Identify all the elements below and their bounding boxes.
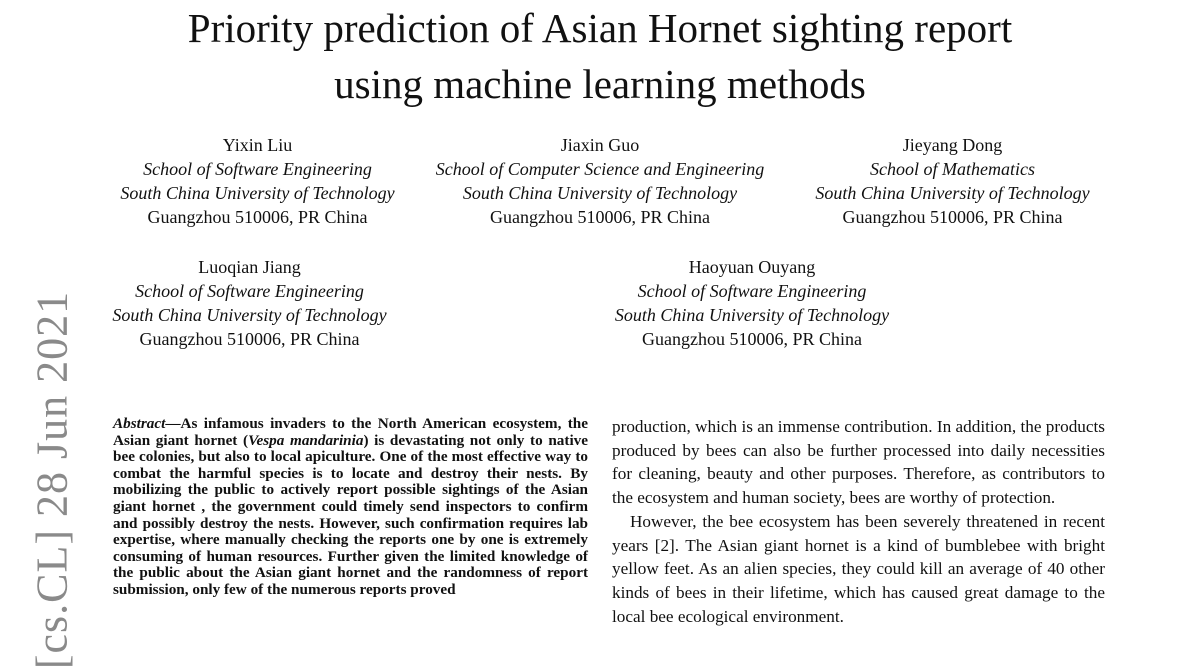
- arxiv-stamp: [cs.CL] 28 Jun 2021: [27, 290, 77, 669]
- author-block-5: [596, 255, 908, 351]
- abstract-text-1: —As infamous invaders to the North American ecosystem, the Asian giant hornet (: [113, 415, 588, 449]
- author-school: School of Software Engineering: [143, 159, 372, 179]
- paper-title-line-2: using machine learning methods: [334, 61, 866, 107]
- author-university: South China University of Technology: [112, 305, 387, 325]
- author-university: South China University of Technology: [120, 183, 395, 203]
- author-name: Yixin Liu: [222, 135, 293, 155]
- author-school: School of Software Engineering: [135, 281, 364, 301]
- paper-title: [0, 0, 1200, 112]
- author-school: School of Software Engineering: [637, 281, 867, 301]
- author-school: School of Mathematics: [870, 159, 1035, 179]
- author-name: Haoyuan Ouyang: [688, 257, 816, 277]
- body-paragraph-1: production, which is an immense contribution. In addition, the products produced by bees can also be further processed into daily necessities for cleaning, beauty and other purposes. Therefore, as contributors to the ecosystem and human society, bees are worthy of protection.: [612, 417, 1105, 508]
- author-school: School of Computer Science and Engineering: [435, 159, 765, 179]
- author-city: Guangzhou 510006, PR China: [842, 207, 1063, 227]
- author-university: South China University of Technology: [614, 305, 890, 325]
- author-block-1: [100, 133, 415, 229]
- abstract: [113, 416, 588, 599]
- body-paragraph-2: However, the bee ecosystem has been severely threatened in recent years [2]. The Asian giant hornet is a kind of bumblebee with bright yellow feet. As an alien species, they could kill an average of 40 other kinds of bees in their lifetime, which has caused great damage to the local bee ecological environment.: [612, 511, 1105, 626]
- author-city: Guangzhou 510006, PR China: [139, 329, 360, 349]
- species-name: Vespa mandarinia: [248, 431, 364, 449]
- author-name: Jiaxin Guo: [560, 135, 640, 155]
- author-block-3: [795, 133, 1110, 229]
- abstract-text-2: ) is devastating not only to native bee colonies, but also to local apiculture. One of the most effective way to combat the harmful species is to locate and destroy their nests. By mobilizing the public to actively report possible sightings of the Asian giant hornet , the government could timely send inspectors to confirm and possibly destroy the nests. However, such confirmation requires lab expertise, where manually checking the reports one by one is extremely consuming of human resources. Further given the limited knowledge of the public about the Asian giant hornet and the randomness of report submission, only few of the numerous reports proved: [113, 431, 588, 598]
- author-city: Guangzhou 510006, PR China: [147, 207, 368, 227]
- author-university: South China University of Technology: [462, 183, 738, 203]
- author-block-4: [92, 255, 407, 351]
- body-column-right: [612, 415, 1105, 628]
- abstract-heading: Abstract: [113, 415, 166, 432]
- author-block-2: [415, 133, 785, 229]
- author-university: South China University of Technology: [815, 183, 1090, 203]
- author-city: Guangzhou 510006, PR China: [642, 329, 862, 349]
- author-name: Jieyang Dong: [902, 135, 1003, 155]
- paper-title-line-1: Priority prediction of Asian Hornet sighting report: [187, 5, 1013, 51]
- author-city: Guangzhou 510006, PR China: [490, 207, 710, 227]
- author-name: Luoqian Jiang: [198, 257, 301, 277]
